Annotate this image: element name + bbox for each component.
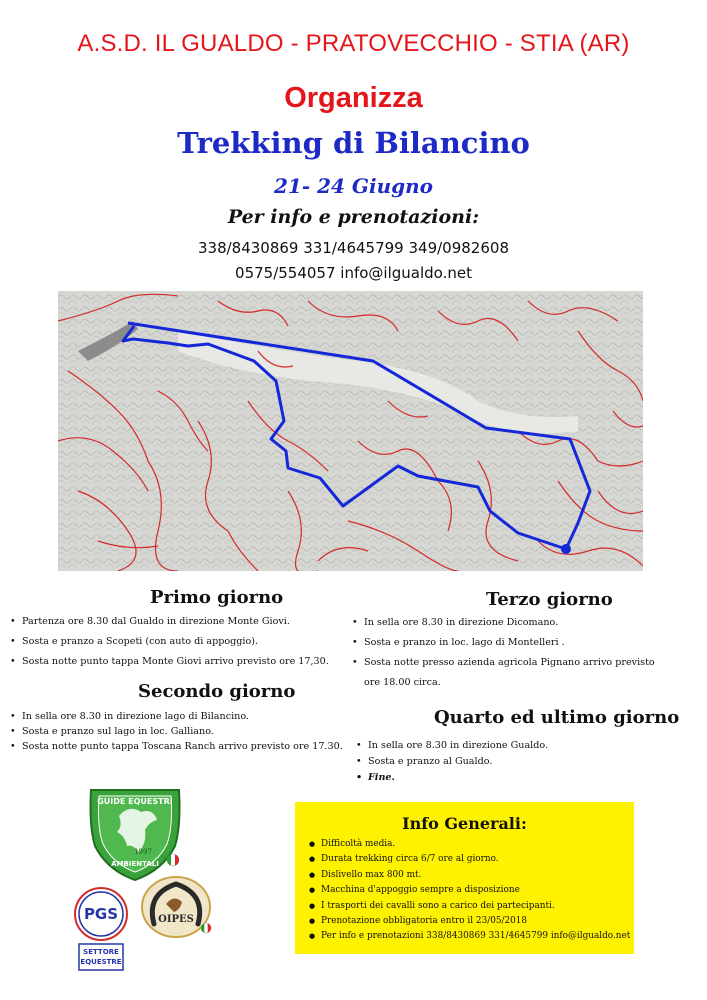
organizza-heading: Organizza: [284, 82, 423, 114]
guide-equestri-logo: [83, 786, 187, 882]
list-item: ● Macchina d'appoggio sempre a disposizione: [307, 885, 630, 900]
list-item: • Sosta e pranzo sul lago in loc. Galliano.: [8, 726, 343, 741]
list-item: • Fine.: [354, 772, 548, 788]
logo-text-bottom: AMBIENTALI: [111, 860, 159, 868]
route-map: [58, 291, 643, 571]
route-map-svg: [58, 291, 643, 571]
list-item: ● I trasporti dei cavalli sono a carico dei partecipanti.: [307, 901, 630, 916]
day3-title: Terzo giorno: [486, 589, 613, 610]
list-item: ● Prenotazione obbligatoria entro il 23/05/2018: [307, 916, 630, 931]
pgs-logo: [69, 886, 133, 972]
shield-icon: [83, 786, 187, 882]
pgs-text: PGS: [83, 905, 119, 923]
day3-list: [350, 617, 655, 695]
info-generali-box: [295, 802, 634, 954]
list-item: • Sosta e pranzo al Gualdo.: [354, 756, 548, 772]
list-item: • Sosta e pranzo a Scopeti (con auto di appoggio).: [8, 636, 329, 656]
info-generali-title: Info Generali:: [402, 814, 527, 833]
day4-list: [354, 740, 548, 788]
list-item: ● Dislivello max 800 mt.: [307, 870, 630, 885]
list-item-continuation: ore 18.00 circa.: [364, 677, 441, 688]
info-heading: Per info e prenotazioni:: [227, 206, 480, 228]
event-title: Trekking di Bilancino: [177, 126, 530, 160]
list-item: ● Difficoltà media.: [307, 839, 630, 854]
logo-text-top: GUIDE EQUESTRI: [97, 797, 173, 806]
day1-list: [8, 616, 329, 676]
day1-title: Primo giorno: [150, 587, 284, 608]
horseshoe-icon: [136, 874, 216, 940]
pgs-sector-text: SETTORE EQUESTRE: [80, 948, 122, 966]
contact-email-line: 0575/554057 info@ilgualdo.net: [235, 264, 472, 282]
day2-title: Secondo giorno: [138, 681, 296, 702]
day2-list: [8, 711, 343, 756]
list-item: • In sella ore 8.30 in direzione lago di Bilancino.: [8, 711, 343, 726]
pgs-emblem-icon: [69, 886, 133, 972]
phone-numbers-line: 338/8430869 331/4645799 349/0982608: [197, 239, 509, 257]
list-item: ● Durata trekking circa 6/7 ore al giorno.: [307, 854, 630, 869]
list-item: • Sosta e pranzo in loc. lago di Montelleri .: [350, 637, 655, 657]
list-item: • In sella ore 8.30 in direzione Gualdo.: [354, 740, 548, 756]
list-item: ● Per info e prenotazioni 338/8430869 331/4645799 info@ilgualdo.net: [307, 931, 630, 946]
oipes-text: OIPES: [158, 914, 194, 925]
route-end-marker: [561, 544, 571, 554]
logo-year: 1997: [134, 848, 152, 856]
day4-title: Quarto ed ultimo giorno: [434, 707, 680, 728]
info-generali-list: [307, 839, 630, 947]
oipes-logo: [136, 874, 216, 940]
event-dates: 21- 24 Giugno: [274, 174, 433, 198]
list-item: • Sosta notte punto tappa Monte Giovi arrivo previsto ore 17,30.: [8, 656, 329, 676]
list-item: • Sosta notte punto tappa Toscana Ranch arrivo previsto ore 17.30.: [8, 741, 343, 756]
list-item: • In sella ore 8.30 in direzione Dicomano.: [350, 617, 655, 637]
organization-heading: A.S.D. IL GUALDO - PRATOVECCHIO - STIA (AR): [77, 30, 630, 57]
list-item: • Sosta notte presso azienda agricola Pignano arrivo previsto: [350, 657, 655, 677]
list-item: • Partenza ore 8.30 dal Gualdo in direzione Monte Giovi.: [8, 616, 329, 636]
